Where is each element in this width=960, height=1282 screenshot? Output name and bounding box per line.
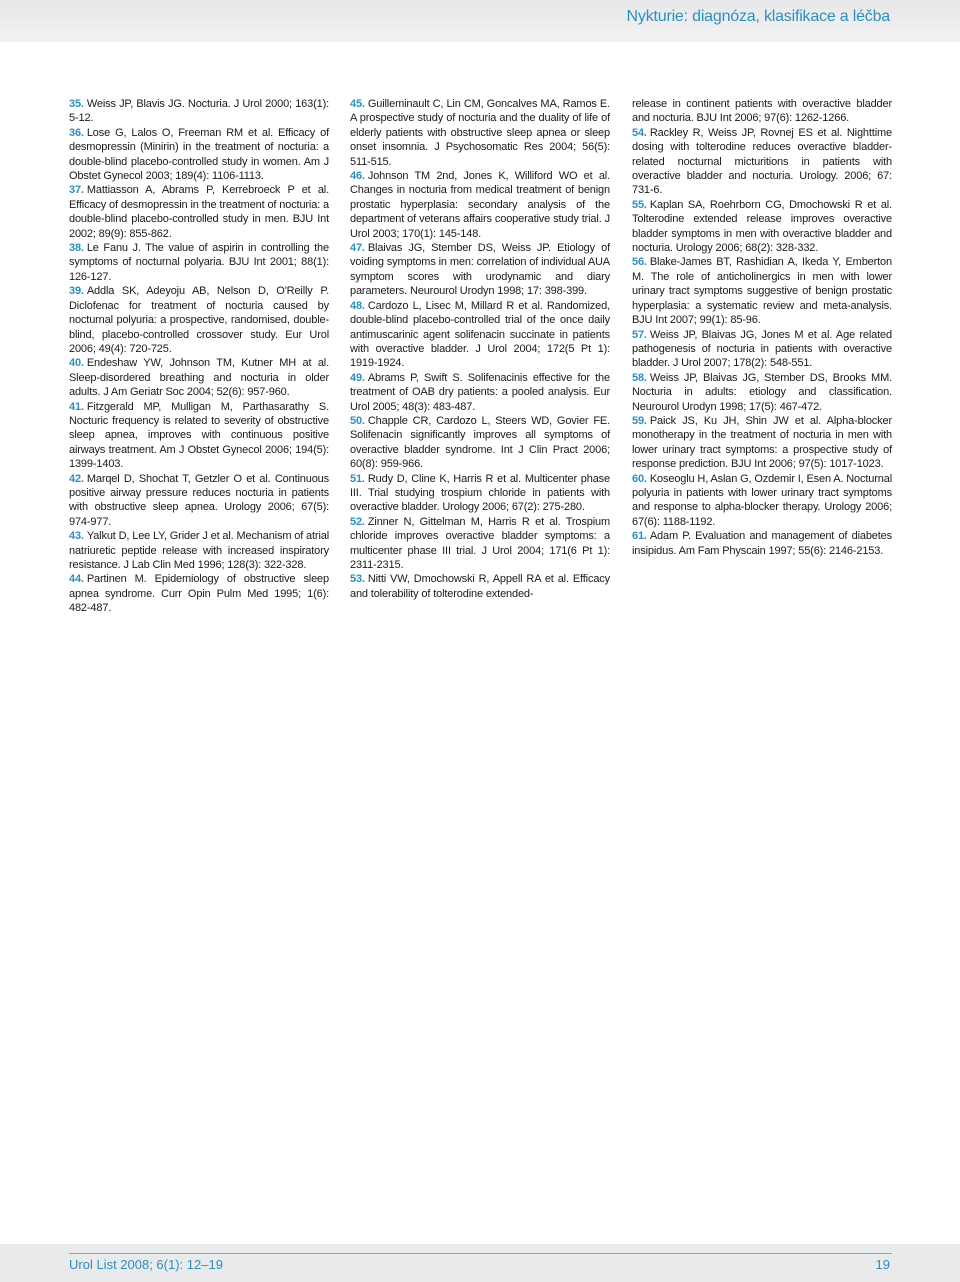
reference-number: 52.	[350, 515, 365, 528]
reference-number: 44.	[69, 573, 84, 586]
reference-number: 54.	[632, 126, 647, 139]
reference-item	[350, 371, 610, 414]
reference-number: 43.	[69, 530, 84, 543]
reference-text: Fitzgerald MP, Mulligan M, Parthasarathy S. Nocturic frequency is related to severity of obstructive sleep apnea, improves with continuous positive airways treatment. Am J Obstet Gynecol 2006; 194(5): 1399-1403.	[69, 400, 329, 471]
reference-text: Blaivas JG, Stember DS, Weiss JP. Etiology of voiding symptoms in men: correlation of individual AUA symptom scores with urodynamic and diary parameters. Neurourol Urodyn 1998; 17: 398-399.	[350, 242, 610, 298]
reference-item	[69, 97, 329, 126]
reference-item	[350, 515, 610, 573]
reference-text: Rackley R, Weiss JP, Rovnej ES et al. Nighttime dosing with tolterodine reduces overactive bladder-related nocturnal micturitions in patients with overactive bladder and nocturia. Urology. 2006; 67: 731-6.	[632, 126, 892, 197]
reference-item	[350, 572, 610, 601]
reference-number: 40.	[69, 357, 84, 370]
reference-text: Cardozo L, Lisec M, Millard R et al. Randomized, double-blind placebo-controlled trial of the once daily antimuscarinic agent solifenacin succinate in patients with overactive bladder. J Urol 2004; 172(5 Pt 1): 1919-1924.	[350, 299, 610, 370]
reference-item	[632, 371, 892, 414]
reference-text: Marqel D, Shochat T, Getzler O et al. Continuous positive airway pressure reduces nocturia in patients with obstructive sleep apnea. Urology 2006; 67(5): 974-977.	[69, 472, 329, 528]
reference-number: 38.	[69, 242, 84, 255]
reference-number: 42.	[69, 472, 84, 485]
reference-text: Kaplan SA, Roehrborn CG, Dmochowski R et al. Tolterodine extended release improves overactive bladder symptoms in men with overactive bladder and nocturia. Urology 2006; 68(2): 328-332.	[632, 198, 892, 255]
reference-item	[69, 356, 329, 399]
reference-item	[632, 472, 892, 530]
reference-number: 45.	[350, 98, 365, 110]
reference-item	[632, 126, 892, 198]
reference-item	[69, 284, 329, 356]
reference-text: Guilleminault C, Lin CM, Goncalves MA, Ramos E. A prospective study of nocturia and the duality of life of elderly patients with obstructive sleep apnea or sleep onset insomnia. J Psychosomatic Res 2004; 56(5): 511-515.	[350, 98, 610, 168]
reference-item	[632, 414, 892, 472]
reference-number: 50.	[350, 414, 365, 427]
reference-text: Lose G, Lalos O, Freeman RM et al. Efficacy of desmopressin (Minirin) in the treatment of nocturia: a double-blind placebo-controlled study in women. Am J Obstet Gynecol 2003; 189(4): 1106-1113.	[69, 126, 329, 183]
reference-item	[350, 299, 610, 371]
reference-text: Adam P. Evaluation and management of diabetes insipidus. Am Fam Physcain 1997; 55(6): 2146-2153.	[632, 530, 892, 557]
reference-text: Johnson TM 2nd, Jones K, Williford WO et al. Changes in nocturia from medical treatment of benign prostatic hyperplasia: secondary analysis of the department of veterans affairs cooperative study trial. J Urol 2003; 170(1): 145-148.	[350, 170, 610, 240]
running-title: Nykturie: diagnóza, klasifikace a léčba	[626, 8, 890, 25]
reference-number: 49.	[350, 371, 365, 384]
reference-number: 57.	[632, 328, 647, 341]
reference-text: Mattiasson A, Abrams P, Kerrebroeck P et al. Efficacy of desmopressin in the treatment of nocturia: a double-blind placebo-controlled study in men. BJU Int 2002; 89(9): 855-862.	[69, 184, 329, 240]
reference-number: 56.	[632, 256, 647, 269]
reference-text: Addla SK, Adeyoju AB, Nelson D, O'Reilly P. Diclofenac for treatment of nocturia caused by nocturnal polyuria: a prospective, randomised, double-blind, placebo-controlled crossover study. Eur Urol 2006; 49(4): 720-725.	[69, 285, 329, 355]
reference-number: 61.	[632, 530, 647, 543]
reference-text: Endeshaw YW, Johnson TM, Kutner MH at al. Sleep-disordered breathing and nocturia in older adults. J Am Geriatr Soc 2004; 52(6): 957-960.	[69, 357, 329, 399]
journal-citation: Urol List 2008; 6(1): 12–19	[69, 1257, 223, 1272]
reference-number: 46.	[350, 170, 365, 183]
reference-item	[69, 126, 329, 184]
reference-item	[69, 183, 329, 241]
reference-text: Partinen M. Epidemiology of obstructive sleep apnea syndrome. Curr Opin Pulm Med 1995; 1(6): 482-487.	[69, 573, 329, 615]
reference-text: Abrams P, Swift S. Solifenacinis effective for the treatment of OAB dry patients: a pooled analysis. Eur Urol 2005; 48(3): 483-487.	[350, 371, 610, 413]
reference-number: 36.	[69, 126, 84, 139]
reference-item	[69, 400, 329, 472]
reference-text: Blake-James BT, Rashidian A, Ikeda Y, Emberton M. The role of anticholinergics in men with lower urinary tract symptoms suggestive of benign prostatic hyperplasia: a systematic review and meta-analysis. BJU Int 2007; 99(1): 85-96.	[632, 256, 892, 327]
reference-number: 35.	[69, 98, 84, 110]
reference-text: Zinner N, Gittelman M, Harris R et al. Trospium chloride improves overactive bladder symptoms: a multicenter phase III trial. J Urol 2004; 171(6 Pt 1): 2311-2315.	[350, 515, 610, 571]
reference-item	[632, 198, 892, 256]
footer-divider	[69, 1253, 892, 1254]
reference-text: Yalkut D, Lee LY, Grider J et al. Mechanism of atrial natriuretic peptide release with increased inspiratory resistance. J Lab Clin Med 1996; 128(3): 322-328.	[69, 530, 329, 571]
reference-item	[350, 472, 610, 515]
reference-number: 41.	[69, 400, 84, 413]
reference-column-2	[350, 97, 610, 601]
reference-item	[350, 169, 610, 241]
reference-number: 37.	[69, 184, 84, 197]
reference-item	[69, 472, 329, 530]
reference-text: Weiss JP, Blavis JG. Nocturia. J Urol 2000; 163(1): 5-12.	[69, 98, 329, 125]
reference-text: Koseoglu H, Aslan G, Ozdemir I, Esen A. Nocturnal polyuria in patients with lower urinary tract symptoms and response to alpha-blocker therapy. Urology 2006; 67(6): 1188-1192.	[632, 472, 892, 528]
reference-item	[632, 255, 892, 327]
reference-item	[350, 241, 610, 299]
page-header	[0, 0, 960, 42]
reference-text: Weiss JP, Blaivas JG, Stember DS, Brooks MM. Nocturia in adults: etiology and classification. Neurourol Urodyn 1998; 17(5): 467-472.	[632, 371, 892, 413]
reference-number: 55.	[632, 198, 647, 211]
reference-item	[632, 97, 892, 126]
page-number: 19	[875, 1257, 890, 1272]
reference-item	[69, 529, 329, 572]
reference-item	[350, 414, 610, 472]
reference-text: release in continent patients with overactive bladder and nocturia. BJU Int 2006; 97(6): 1262-1266.	[632, 98, 892, 125]
reference-text: Rudy D, Cline K, Harris R et al. Multicenter phase III. Trial studying trospium chloride in patients with overactive bladder. Urology 2006; 67(2): 275-280.	[350, 472, 610, 514]
reference-item	[632, 328, 892, 371]
reference-text: Le Fanu J. The value of aspirin in controlling the symptoms of nocturnal polyaria. BJU Int 2001; 88(1): 126-127.	[69, 242, 329, 283]
reference-number: 53.	[350, 573, 365, 586]
reference-item	[69, 241, 329, 284]
reference-text: Chapple CR, Cardozo L, Steers WD, Govier FE. Solifenacin significantly improves all symptoms of overactive bladder syndrome. Int J Clin Pract 2006; 60(8): 959-966.	[350, 414, 610, 471]
reference-text: Weiss JP, Blaivas JG, Jones M et al. Age related pathogenesis of nocturia in patients with overactive bladder. J Urol 2007; 178(2): 548-551.	[632, 328, 892, 370]
reference-number: 39.	[69, 285, 84, 298]
reference-text: Paick JS, Ku JH, Shin JW et al. Alpha-blocker monotherapy in the treatment of nocturia in men with lower urinary tract symptoms: a prospective study of response prediction. BJU Int 2006; 97(5): 1017-1023.	[632, 414, 892, 471]
reference-number: 48.	[350, 299, 365, 312]
reference-number: 47.	[350, 242, 365, 255]
reference-number: 59.	[632, 414, 647, 427]
reference-item	[632, 529, 892, 558]
reference-text: Nitti VW, Dmochowski R, Appell RA et al. Efficacy and tolerability of tolterodine extended-	[350, 573, 610, 600]
reference-column-1	[69, 97, 329, 616]
reference-number: 58.	[632, 371, 647, 384]
reference-number: 51.	[350, 472, 365, 485]
reference-column-3	[632, 97, 892, 558]
reference-item	[350, 97, 610, 169]
reference-number: 60.	[632, 472, 647, 485]
reference-item	[69, 572, 329, 615]
